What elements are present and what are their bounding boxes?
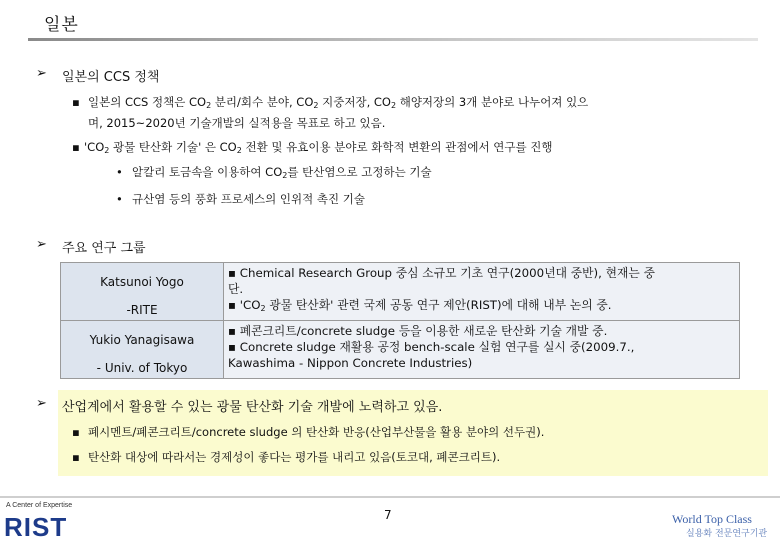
logo-caption: A Center of Expertise <box>6 502 73 509</box>
section3-heading: 산업계에서 활용할 수 있는 광물 탄산화 기술 개발에 노력하고 있음. <box>62 400 443 415</box>
group-name: Yukio Yanagisawa <box>89 333 195 347</box>
description-line: ▪ 폐콘크리트/concrete sludge 등을 이용한 새로운 탄산화 기술 개발 중. <box>228 324 608 338</box>
square-bullet-icon: ▪ <box>72 450 80 464</box>
title-underline <box>28 38 758 41</box>
group-name-cell <box>61 263 224 321</box>
tagline: World Top Class <box>672 512 752 526</box>
description-line: 단. <box>228 282 244 296</box>
section2-heading: 주요 연구 그룹 <box>62 241 146 256</box>
rist-logo: RIST <box>4 512 68 542</box>
square-bullet-icon: ▪ <box>72 140 80 154</box>
arrow-bullet-icon: ➢ <box>36 237 47 252</box>
section1-sub-bullet1: 알칼리 토금속을 이용하여 $CO_2$를 탄산염으로 고정하는 기술 <box>132 165 432 180</box>
description-line: ▪ Concrete sludge 재활용 공정 bench-scale 실험 연구를 실시 중(2009.7., <box>228 340 635 354</box>
page-number: 7 <box>384 508 392 522</box>
square-bullet-icon: ▪ <box>72 95 80 109</box>
section3-bullet1: 폐시멘트/폐콘크리트/concrete sludge 의 탄산화 반응(산업부산물을 활용 분야의 선두권). <box>88 425 545 439</box>
arrow-bullet-icon: ➢ <box>36 66 47 81</box>
group-affiliation: - Univ. of Tokyo <box>96 361 188 375</box>
table-row <box>61 321 740 379</box>
group-description-cell <box>224 263 740 321</box>
research-groups-table <box>60 262 740 379</box>
square-bullet-icon: ▪ <box>72 425 80 439</box>
page-title: 일본 <box>44 15 79 35</box>
group-name: Katsunoi Yogo <box>100 275 184 289</box>
arrow-bullet-icon: ➢ <box>36 396 47 411</box>
table-row <box>61 263 740 321</box>
description-line: ▪ Chemical Research Group 중심 소규모 기초 연구(2000년대 중반), 현재는 중 <box>228 266 655 280</box>
section1-bullet2: '$CO_2$ 광물 탄산화 기술' 은 $CO_2$ 전환 및 유효이용 분야로 화학적 변환의 관점에서 연구를 진행 <box>84 140 553 155</box>
section3-bullet2: 탄산화 대상에 따라서는 경제성이 좋다는 평가를 내리고 있음(토코대, 폐콘크리트). <box>88 450 501 464</box>
footer-divider <box>0 496 780 498</box>
dot-bullet-icon: • <box>116 165 123 179</box>
group-description-cell <box>224 321 740 379</box>
group-affiliation: -RITE <box>126 303 158 317</box>
group-name-cell <box>61 321 224 379</box>
section1-bullet1-line1: 일본의 CCS 정책은 $CO_2$ 분리/회수 분야, $CO_2$ 지중저장, $CO_2$ 해양저장의 3개 분야로 나누어져 있으 <box>88 95 589 110</box>
dot-bullet-icon: • <box>116 192 123 206</box>
description-line: ▪ '$CO_2$ 광물 탄산화' 관련 국제 공동 연구 제안(RIST)에 대해 내부 논의 중. <box>228 298 612 313</box>
section1-bullet1-line2: 며, 2015~2020년 기술개발의 실적용을 목표로 하고 있음. <box>88 116 386 130</box>
section1-sub-bullet2: 규산염 등의 풍화 프로세스의 인위적 촉진 기술 <box>132 192 366 206</box>
tagline-sub: 실용화 전문연구기관 <box>686 529 768 539</box>
description-line: Kawashima - Nippon Concrete Industries) <box>228 356 473 370</box>
section1-heading: 일본의 CCS 정책 <box>62 70 160 85</box>
